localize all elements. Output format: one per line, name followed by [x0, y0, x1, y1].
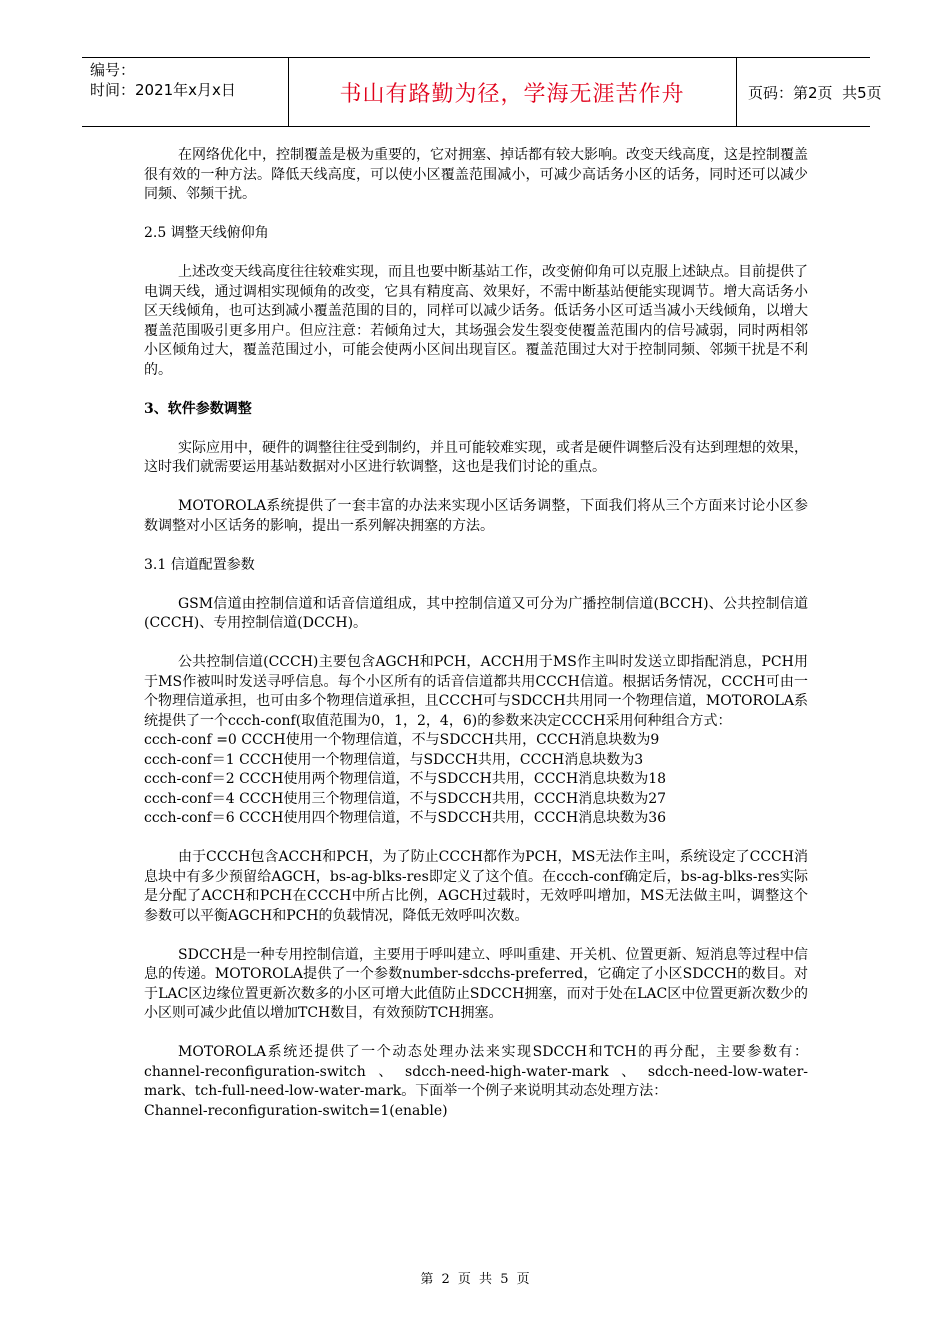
paragraph-ccch: 公共控制信道(CCCH)主要包含AGCH和PCH，ACCH用于MS作主叫时发送立即指配消息，PCH用于MS作被叫时发送寻呼信息。每个小区所有的话音信道都共用CCCH信道。根据话务情况，CCCH可由一个物理信道承担，也可由多个物理信道承担，且CCCH可与SDCCH共用同一个物理信道，MOTOROLA系统提供了一个ccch-conf(取值范围为0，1，2，4，6)的参数来决定CCCH采用何种组合方式： [144, 654, 808, 729]
section-heading-3: 3、软件参数调整 [144, 400, 252, 417]
paragraph-gsm-channels: GSM信道由控制信道和话音信道组成，其中控制信道又可分为广播控制信道(BCCH)、公共控制信道(CCCH)、专用控制信道(DCCH)。 [144, 595, 808, 631]
ccch-conf-line: ccch-conf＝1 CCCH使用一个物理信道，与SDCCH共用，CCCH消息块数为3 [144, 751, 644, 768]
ccch-conf-line: ccch-conf＝6 CCCH使用四个物理信道，不与SDCCH共用，CCCH消息块数为36 [144, 810, 667, 826]
document-body [144, 146, 808, 1121]
page-header [82, 57, 882, 127]
paragraph-antenna-height: 在网络优化中，控制覆盖是极为重要的，它对拥塞、掉话都有较大影响。改变天线高度，这是控制覆盖很有效的一种方法。降低天线高度，可以使小区覆盖范围减小，可减少高话务小区的话务，同时还可以减少同频、邻频干扰。 [144, 147, 808, 202]
paragraph-sdcch: SDCCH是一种专用控制信道，主要用于呼叫建立、呼叫重建、开关机、位置更新、短消息等过程中信息的传递。MOTOROLA提供了一个参数number-sdcchs-preferred，它确定了小区SDCCH的数目。对于LAC区边缘位置更新次数多的小区可增大此值防止SDCCH拥塞，而对于处在LAC区中位置更新次数少的小区则可减少此值以增加TCH数目，有效预防TCH拥塞。 [144, 946, 808, 1021]
reconfig-switch-line: Channel-reconfiguration-switch=1(enable) [144, 1102, 448, 1119]
section-heading-3-1: 3.1 信道配置参数 [144, 556, 255, 573]
header-motto: 书山有路勤为径，学海无涯苦作舟 [339, 81, 685, 107]
page-footer: 第 2 页 共 5 页 [420, 1272, 530, 1287]
document-time-label: 时间：2021年x月x日 [90, 81, 236, 99]
header-meta [90, 60, 286, 100]
paragraph-software-adjust: 实际应用中，硬件的调整往往受到制约，并且可能较难实现，或者是硬件调整后没有达到理想的效果，这时我们就需要运用基站数据对小区进行软调整，这也是我们讨论的重点。 [144, 439, 808, 475]
paragraph-antenna-tilt: 上述改变天线高度往往较难实现，而且也要中断基站工作，改变俯仰角可以克服上述缺点。目前提供了电调天线，通过调相实现倾角的改变，它具有精度高、效果好，不需中断基站便能实现调节。增大高话务小区天线倾角，也可达到减小覆盖范围的目的，同样可以减少话务。低话务小区可适当减小天线倾角，以增大覆盖范围吸引更多用户。但应注意：若倾角过大，其场强会发生裂变使覆盖范围内的信号减弱，同时两相邻小区倾角过大，覆盖范围过小，可能会使两小区间出现盲区。覆盖范围过大对于控制同频、邻频干扰是不利的。 [144, 264, 808, 378]
paragraph-agch-reserve: 由于CCCH包含ACCH和PCH，为了防止CCCH都作为PCH，MS无法作主叫，系统设定了CCCH消息块中有多少预留给AGCH，bs-ag-blks-res即定义了这个值。在ccch-conf确定后，bs-ag-blks-res实际是分配了ACCH和PCH在CCCH中所占比例，AGCH过载时，无效呼叫增加，MS无法做主叫，调整这个参数可以平衡AGCH和PCH的负载情况，降低无效呼叫次数。 [144, 849, 808, 924]
paragraph-motorola-methods: MOTOROLA系统提供了一套丰富的办法来实现小区话务调整，下面我们将从三个方面来讨论小区参数调整对小区话务的影响，提出一系列解决拥塞的方法。 [144, 498, 808, 534]
paragraph-dynamic-reconfig: MOTOROLA系统还提供了一个动态处理办法来实现SDCCH和TCH的再分配，主要参数有：channel-reconfiguration-switch、sdcch-need-high-water-mark、sdcch-need-low-water-mark、tch-full-need-low-water-mark。下面举一个例子来说明其动态处理方法： [144, 1044, 808, 1099]
ccch-conf-list [144, 731, 808, 829]
document-number-label: 编号： [90, 61, 136, 79]
ccch-conf-line: ccch-conf＝4 CCCH使用三个物理信道，不与SDCCH共用，CCCH消息块数为27 [144, 790, 667, 807]
header-page-info: 页码：第2页 共5页 [748, 83, 882, 102]
ccch-conf-line: ccch-conf＝2 CCCH使用两个物理信道，不与SDCCH共用，CCCH消息块数为18 [144, 771, 667, 787]
section-heading-2-5: 2.5 调整天线俯仰角 [144, 225, 269, 241]
ccch-conf-line: ccch-conf =0 CCCH使用一个物理信道，不与SDCCH共用，CCCH消息块数为9 [144, 732, 660, 748]
header-divider-right [736, 58, 737, 126]
